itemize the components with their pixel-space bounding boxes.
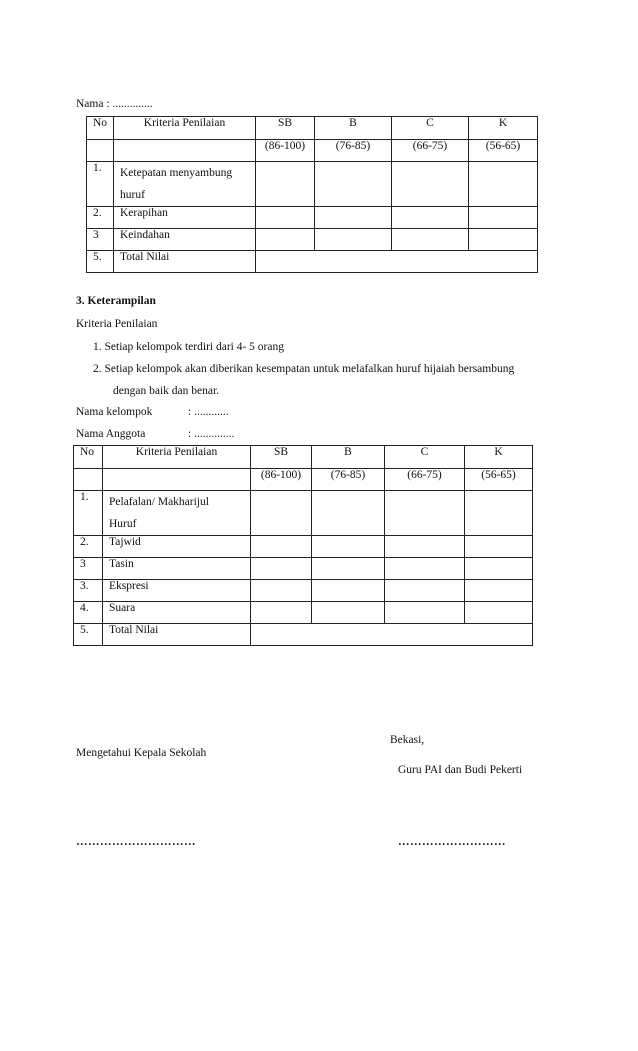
header-k: K bbox=[465, 446, 533, 469]
row-criteria: Tajwid bbox=[103, 536, 251, 558]
score-cell[interactable] bbox=[256, 162, 315, 207]
table-row bbox=[74, 536, 533, 558]
row-criteria: Keindahan bbox=[114, 229, 256, 251]
principal-title: Mengetahui Kepala Sekolah bbox=[76, 747, 207, 759]
row-criteria: Ekspresi bbox=[103, 580, 251, 602]
row-criteria: Kerapihan bbox=[114, 207, 256, 229]
row-criteria bbox=[103, 491, 251, 536]
score-cell[interactable] bbox=[251, 580, 312, 602]
list-item: 1. Setiap kelompok terdiri dari 4- 5 orang bbox=[93, 341, 284, 353]
kelompok-value: : ............ bbox=[188, 406, 229, 418]
score-cell[interactable] bbox=[251, 558, 312, 580]
score-cell[interactable] bbox=[392, 207, 469, 229]
score-cell[interactable] bbox=[469, 162, 538, 207]
score-cell[interactable] bbox=[469, 229, 538, 251]
teacher-signature-line: ……………………… bbox=[398, 836, 506, 848]
row-no: 3. bbox=[74, 580, 103, 602]
score-cell[interactable] bbox=[256, 229, 315, 251]
range-c: (66-75) bbox=[392, 140, 469, 162]
score-cell[interactable] bbox=[385, 536, 465, 558]
row-criteria: Total Nilai bbox=[103, 624, 251, 646]
row-no: 1. bbox=[74, 491, 103, 536]
score-cell[interactable] bbox=[385, 580, 465, 602]
score-cell[interactable] bbox=[465, 602, 533, 624]
score-cell[interactable] bbox=[465, 558, 533, 580]
row-no: 3 bbox=[74, 558, 103, 580]
header-no: No bbox=[74, 446, 103, 469]
score-cell[interactable] bbox=[312, 580, 385, 602]
table-row bbox=[74, 624, 533, 646]
score-cell[interactable] bbox=[315, 229, 392, 251]
score-cell[interactable] bbox=[465, 491, 533, 536]
score-cell[interactable] bbox=[465, 580, 533, 602]
range-c: (66-75) bbox=[385, 469, 465, 491]
anggota-label: Nama Anggota bbox=[76, 428, 146, 440]
list-item-continuation: dengan baik dan benar. bbox=[113, 385, 220, 397]
anggota-value: : .............. bbox=[188, 428, 235, 440]
kelompok-label: Nama kelompok bbox=[76, 406, 153, 418]
assessment-table-1 bbox=[86, 116, 538, 273]
row-no: 2. bbox=[87, 207, 114, 229]
header-c: C bbox=[392, 117, 469, 140]
row-no: 2. bbox=[74, 536, 103, 558]
score-cell[interactable] bbox=[256, 207, 315, 229]
table-row bbox=[74, 580, 533, 602]
row-no: 3 bbox=[87, 229, 114, 251]
header-k: K bbox=[469, 117, 538, 140]
row-criteria: Suara bbox=[103, 602, 251, 624]
header-sb: SB bbox=[256, 117, 315, 140]
range-k: (56-65) bbox=[469, 140, 538, 162]
table-row bbox=[74, 558, 533, 580]
score-cell[interactable] bbox=[251, 536, 312, 558]
kriteria-label: Kriteria Penilaian bbox=[76, 318, 158, 330]
table-row bbox=[87, 251, 538, 273]
header-sb: SB bbox=[251, 446, 312, 469]
row-criteria bbox=[114, 162, 256, 207]
criteria-line: huruf bbox=[120, 189, 145, 201]
section-title: 3. Keterampilan bbox=[76, 295, 156, 307]
criteria-line: Pelafalan/ Makharijul bbox=[109, 496, 209, 508]
score-cell[interactable] bbox=[385, 558, 465, 580]
table-row bbox=[87, 207, 538, 229]
criteria-line: Huruf bbox=[109, 518, 137, 530]
list-item: 2. Setiap kelompok akan diberikan kesempatan untuk melafalkan huruf hijaiah bersambung bbox=[93, 363, 515, 375]
total-cell[interactable] bbox=[256, 251, 538, 273]
score-cell[interactable] bbox=[251, 491, 312, 536]
header-kriteria-blank bbox=[103, 469, 251, 491]
row-criteria: Tasin bbox=[103, 558, 251, 580]
score-cell[interactable] bbox=[312, 602, 385, 624]
row-criteria: Total Nilai bbox=[114, 251, 256, 273]
header-no-blank bbox=[74, 469, 103, 491]
header-no: No bbox=[87, 117, 114, 140]
score-cell[interactable] bbox=[392, 229, 469, 251]
row-no: 1. bbox=[87, 162, 114, 207]
score-cell[interactable] bbox=[312, 558, 385, 580]
score-cell[interactable] bbox=[315, 207, 392, 229]
table-row bbox=[87, 162, 538, 207]
place-label: Bekasi, bbox=[390, 734, 425, 746]
header-b: B bbox=[315, 117, 392, 140]
score-cell[interactable] bbox=[312, 536, 385, 558]
header-b: B bbox=[312, 446, 385, 469]
teacher-title: Guru PAI dan Budi Pekerti bbox=[398, 764, 523, 776]
range-sb: (86-100) bbox=[251, 469, 312, 491]
assessment-table-2 bbox=[73, 445, 533, 646]
score-cell[interactable] bbox=[469, 207, 538, 229]
score-cell[interactable] bbox=[312, 491, 385, 536]
table-row bbox=[74, 602, 533, 624]
criteria-line: Ketepatan menyambung bbox=[120, 167, 233, 179]
range-b: (76-85) bbox=[315, 140, 392, 162]
header-c: C bbox=[385, 446, 465, 469]
score-cell[interactable] bbox=[385, 491, 465, 536]
score-cell[interactable] bbox=[392, 162, 469, 207]
principal-signature-line: ………………………… bbox=[76, 836, 196, 848]
range-k: (56-65) bbox=[465, 469, 533, 491]
score-cell[interactable] bbox=[465, 536, 533, 558]
range-sb: (86-100) bbox=[256, 140, 315, 162]
row-no: 4. bbox=[74, 602, 103, 624]
header-kriteria: Kriteria Penilaian bbox=[103, 446, 251, 469]
header-kriteria: Kriteria Penilaian bbox=[114, 117, 256, 140]
total-cell[interactable] bbox=[251, 624, 533, 646]
table-row bbox=[74, 491, 533, 536]
header-kriteria-blank bbox=[114, 140, 256, 162]
score-cell[interactable] bbox=[251, 602, 312, 624]
row-no: 5. bbox=[74, 624, 103, 646]
row-no: 5. bbox=[87, 251, 114, 273]
nama-field-label: Nama : .............. bbox=[76, 98, 153, 110]
score-cell[interactable] bbox=[385, 602, 465, 624]
table-row bbox=[87, 229, 538, 251]
range-b: (76-85) bbox=[312, 469, 385, 491]
header-no-blank bbox=[87, 140, 114, 162]
score-cell[interactable] bbox=[315, 162, 392, 207]
